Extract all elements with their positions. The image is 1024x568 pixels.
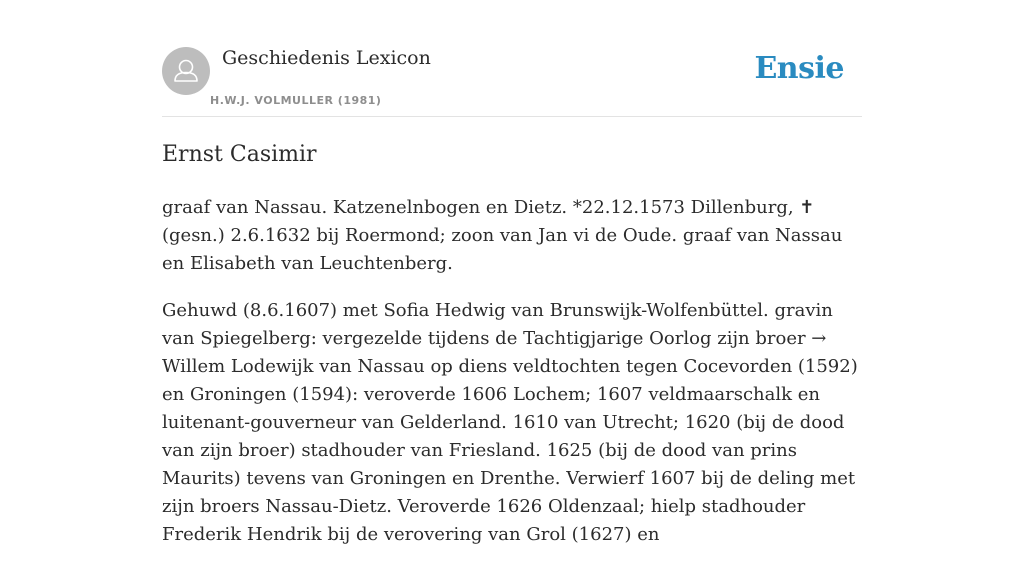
user-avatar-icon[interactable] (162, 47, 210, 95)
article-paragraph: graaf van Nassau. Katzenelnbogen en Dietz. *22.12.1573 Dillenburg, ✝ (gesn.) 2.6.1632 bij Roermond; zoon van Jan vi de Oude. graaf van Nassau en Elisabeth van Leuchtenberg. (162, 197, 843, 274)
source-title[interactable]: Geschiedenis Lexicon (222, 47, 431, 69)
ensie-logo[interactable]: Ensie (754, 51, 844, 86)
article (162, 140, 864, 568)
article-paragraph: Gehuwd (8.6.1607) met Sofia Hedwig van Brunswijk-Wolfenbüttel. gravin van Spiegelberg: vergezelde tijdens de Tachtigjarige Oorlog zijn broer → Willem Lodewijk van Nassau op diens veldtochten tegen Cocevorden (1592) en Groningen (1594): veroverde 1606 Lochem; 1607 veldmaarschalk en luitenant-gouverneur van Gelderland. 1610 van Utrecht; 1620 (bij de dood van zijn broer) stadhouder van Friesland. 1625 (bij de dood van prins Maurits) tevens van Groningen en Drenthe. Verwierf 1607 bij de deling met zijn broers Nassau-Dietz. Veroverde 1626 Oldenzaal; hielp stadhouder Frederik Hendrik bij de verovering van Grol (1627) en (162, 300, 858, 545)
source-header (162, 36, 862, 117)
article-title: Ernst Casimir (162, 142, 317, 167)
source-author[interactable]: H.W.J. VOLMULLER (1981) (210, 94, 382, 107)
